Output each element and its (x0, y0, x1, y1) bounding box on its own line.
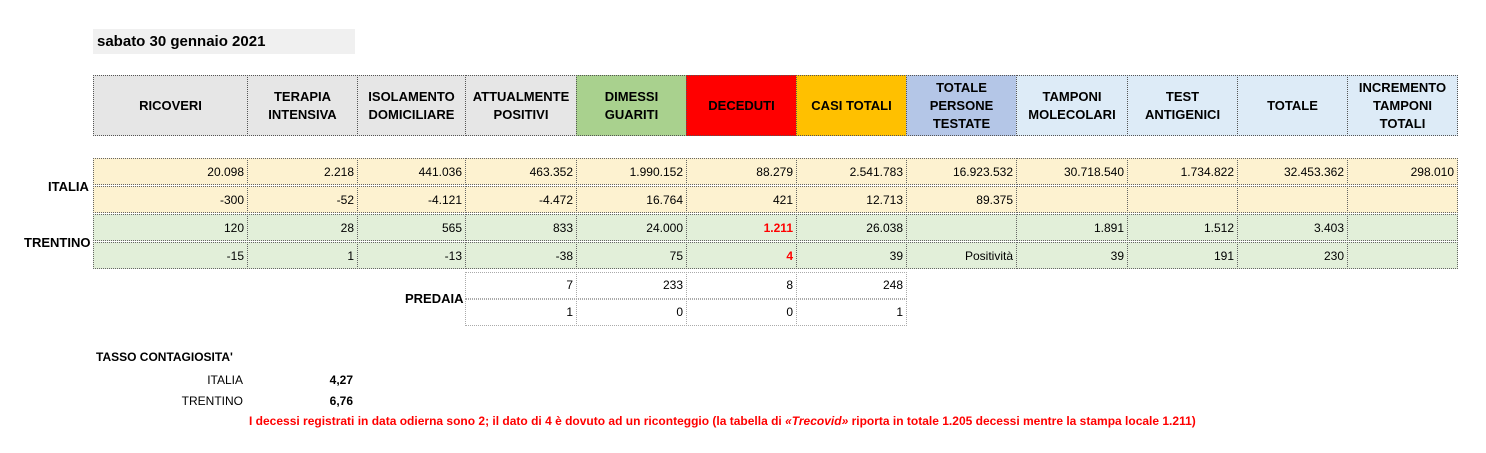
header-attualmente (465, 75, 577, 136)
header-antigenici (1127, 75, 1238, 136)
italia_row1-cell: 463.352 (465, 158, 577, 185)
trentino_row1-cell: 1.211 (686, 214, 797, 241)
predaia_row1-cell: 233 (576, 272, 687, 299)
trentino_row1-cell (1347, 214, 1458, 241)
trentino_row1-cell: 565 (357, 214, 466, 241)
header-line: DECEDUTI (708, 97, 775, 113)
italia_row1-cell: 30.718.540 (1016, 158, 1128, 185)
trentino_row1-cell: 833 (465, 214, 577, 241)
trentino_row1-cell: 1.512 (1127, 214, 1238, 241)
header-incremento (1347, 75, 1458, 136)
italia_row1-cell: 2.218 (247, 158, 358, 185)
header-line: RICOVERI (139, 97, 202, 113)
header-totale (1237, 75, 1348, 136)
header-line: TAMPONI (1373, 97, 1432, 113)
trentino_row2-cell: 39 (1016, 242, 1128, 269)
header-deceduti (686, 75, 797, 136)
row-label-italia: ITALIA (48, 179, 89, 194)
trentino_row2-cell: 4 (686, 242, 797, 269)
trentino_row2-cell: 1 (247, 242, 358, 269)
predaia_row2-cell: 1 (465, 299, 577, 326)
header-line: INCREMENTO (1358, 79, 1447, 95)
row-label-trentino: TRENTINO (24, 235, 91, 250)
header-terapia (247, 75, 358, 136)
header-line: TEST (1165, 88, 1200, 104)
trentino_row1-cell (906, 214, 1017, 241)
tasso-title: TASSO CONTAGIOSITA' (96, 350, 233, 364)
header-line: ATTUALMENTE (472, 88, 570, 104)
header-line: DIMESSI (604, 88, 659, 104)
trentino_row2-cell: 39 (796, 242, 907, 269)
trentino_row1-cell: 1.891 (1016, 214, 1128, 241)
trentino_row1-cell: 26.038 (796, 214, 907, 241)
italia_row2-cell: 89.375 (906, 186, 1017, 213)
header-line: TOTALE (936, 79, 987, 95)
deaths-footnote (249, 414, 1196, 428)
trentino_row2-cell: 75 (576, 242, 687, 269)
italia_row1-cell: 1.990.152 (576, 158, 687, 185)
predaia_row2-cell: 0 (686, 299, 797, 326)
header-line: INTENSIVA (268, 106, 337, 122)
trentino_row1-cell: 28 (247, 214, 358, 241)
tasso-trentino-value: 6,76 (329, 394, 353, 408)
predaia_row1-cell: 7 (465, 272, 577, 299)
header-ricoveri (93, 75, 248, 136)
header-line: TESTATE (932, 115, 991, 131)
predaia_row1-cell: 8 (686, 272, 797, 299)
trentino_row2-cell: Positività (906, 242, 1017, 269)
header-persone (906, 75, 1017, 136)
header-line: POSITIVI (493, 106, 549, 122)
italia_row1-cell: 298.010 (1347, 158, 1458, 185)
trentino_row2-cell (1347, 242, 1458, 269)
italia_row1-cell: 2.541.783 (796, 158, 907, 185)
header-line: TERAPIA (273, 88, 332, 104)
header-line: ANTIGENICI (1144, 106, 1221, 122)
italia_row1-cell: 32.453.362 (1237, 158, 1348, 185)
italia_row2-cell: 421 (686, 186, 797, 213)
trentino_row2-cell: 191 (1127, 242, 1238, 269)
italia_row2-cell: -4.472 (465, 186, 577, 213)
trentino_row2-cell: 230 (1237, 242, 1348, 269)
italia_row2-cell: -300 (93, 186, 248, 213)
predaia_row2-cell: 1 (796, 299, 907, 326)
italia_row1-cell: 88.279 (686, 158, 797, 185)
trentino_row1-cell: 120 (93, 214, 248, 241)
tasso-trentino-label: TRENTINO (181, 394, 243, 408)
footnote-trecovid: «Trecovid» (785, 414, 849, 428)
italia_row2-cell: -52 (247, 186, 358, 213)
italia_row1-cell: 441.036 (357, 158, 466, 185)
header-line: DOMICILIARE (368, 106, 455, 122)
tasso-italia-label: ITALIA (207, 373, 243, 387)
header-isolamento (357, 75, 466, 136)
italia_row2-cell: 12.713 (796, 186, 907, 213)
italia_row2-cell (1347, 186, 1458, 213)
header-dimessi (576, 75, 687, 136)
italia_row1-cell: 20.098 (93, 158, 248, 185)
italia_row2-cell (1127, 186, 1238, 213)
footnote-part-c: riporta in totale 1.205 decessi mentre la stampa locale 1.211) (848, 414, 1196, 428)
trentino_row1-cell: 3.403 (1237, 214, 1348, 241)
trentino_row2-cell: -15 (93, 242, 248, 269)
tasso-italia-value: 4,27 (329, 373, 353, 387)
header-line: TOTALI (1379, 115, 1426, 131)
header-casi (796, 75, 907, 136)
trentino_row2-cell: -38 (465, 242, 577, 269)
header-line: MOLECOLARI (1028, 106, 1116, 122)
report-date: sabato 30 gennaio 2021 (93, 29, 355, 54)
trentino_row1-cell: 24.000 (576, 214, 687, 241)
trentino_row2-cell: -13 (357, 242, 466, 269)
italia_row1-cell: 16.923.532 (906, 158, 1017, 185)
italia_row2-cell: -4.121 (357, 186, 466, 213)
predaia_row1-cell: 248 (796, 272, 907, 299)
italia_row2-cell: 16.764 (576, 186, 687, 213)
italia_row1-cell: 1.734.822 (1127, 158, 1238, 185)
predaia_row2-cell: 0 (576, 299, 687, 326)
italia_row2-cell (1016, 186, 1128, 213)
italia_row2-cell (1237, 186, 1348, 213)
header-line: TOTALE (1267, 97, 1318, 113)
header-line: ISOLAMENTO (368, 88, 455, 104)
row-label-predaia: PREDAIA (405, 291, 464, 306)
footnote-part-a: I decessi registrati in data odierna sono 2; il dato di 4 è dovuto ad un riconteggio (la tabella di (249, 414, 786, 428)
header-line: PERSONE (929, 97, 994, 113)
header-line: GUARITI (604, 106, 659, 122)
header-molecolari (1016, 75, 1128, 136)
header-line: TAMPONI (1042, 88, 1102, 104)
header-line: CASI TOTALI (811, 97, 892, 113)
